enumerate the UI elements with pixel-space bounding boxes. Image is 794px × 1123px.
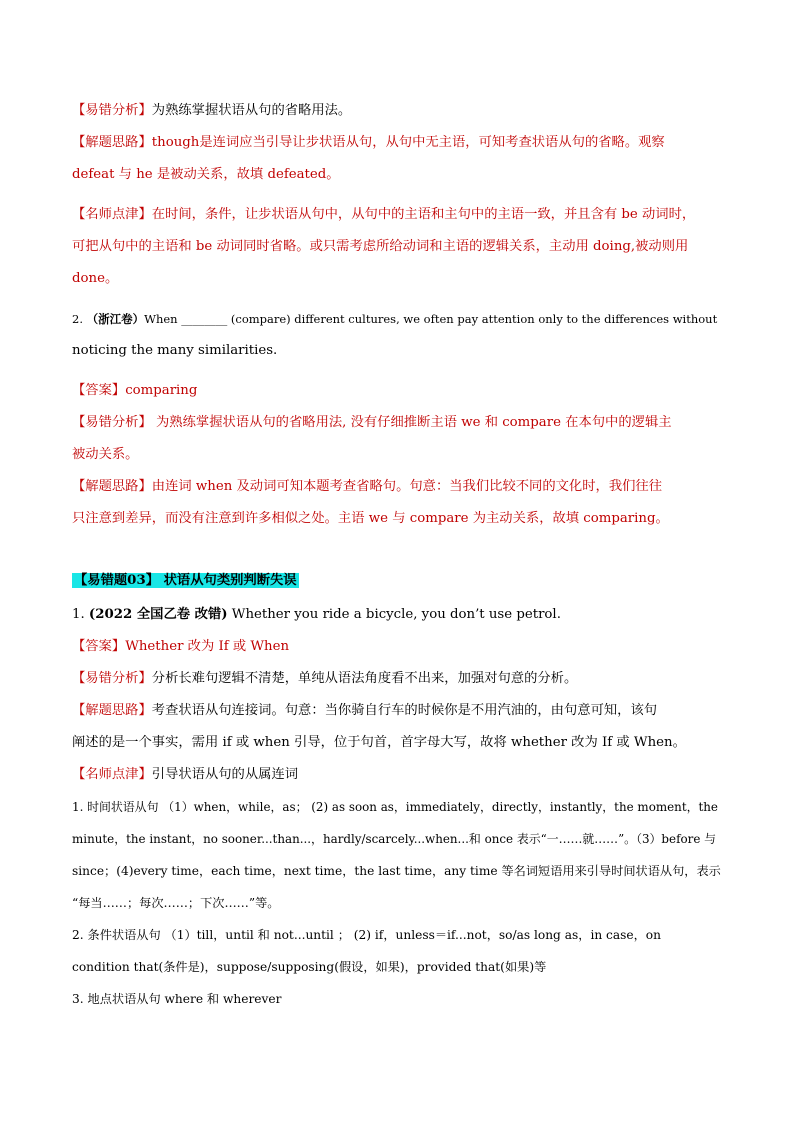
- section-heading: [72, 572, 724, 590]
- q3-text: 1. (2022 全国乙卷 改错) Whether you ride a bicycle, you don’t use petrol.: [72, 607, 561, 622]
- list-item-condition-line2: condition that(条件是)，suppose/supposing(假设，如果)，provided that(如果)等: [72, 960, 547, 974]
- q2-answer: 【答案】comparing: [72, 383, 198, 398]
- q2-source: （浙江卷）: [86, 312, 145, 326]
- block1-mingshi-line2: 可把从句中的主语和 be 动词同时省略。或只需考虑所给动词和主语的逻辑关系，主动用 doing,被动则用: [72, 239, 689, 254]
- q2-yicuo-line1: 【易错分析】 为熟练掌握状语从句的省略用法, 没有仔细推断主语 we 和 compare 在本句中的逻辑主: [72, 415, 672, 430]
- list-item-place: 3. 地点状语从句 where 和 wherever: [72, 992, 282, 1006]
- tag-yicuo: 【易错分析】: [72, 103, 152, 118]
- tag-jieti: 【解题思路】: [72, 135, 152, 150]
- block1-jieti-line1: 【解题思路】though是连词应当引导让步状语从句，从句中无主语，可知考查状语从句的省略。观察: [72, 135, 665, 150]
- section-heading-label: 【易错题03】: [74, 573, 159, 588]
- list-item-time-line2: minute，the instant，no sooner...than...，hardly/scarcely...when...和 once 表示“一……就……”。（3）before 与: [72, 832, 717, 846]
- q2-jieti-line1: 【解题思路】由连词 when 及动词可知本题考查省略句。句意：当我们比较不同的文化时，我们往往: [72, 479, 663, 494]
- tag-mingshi: 【名师点津】: [72, 207, 152, 222]
- q2-yicuo-line2: 被动关系。: [72, 447, 139, 462]
- list-item-time-line3: since；(4)every time，each time，next time，the last time，any time 等名词短语用来引导时间状语从句，表示: [72, 864, 721, 878]
- block1-mingshi-line1: 【名师点津】在时间，条件，让步状语从句中，从句中的主语和主句中的主语一致，并且含有 be 动词时，: [72, 207, 696, 222]
- section-heading-text: 状语从句类别判断失误: [163, 573, 297, 588]
- block1-yicuo: 【易错分析】为熟练掌握状语从句的省略用法。: [72, 103, 352, 118]
- block1-jieti-line2: defeat 与 he 是被动关系，故填 defeated。: [72, 167, 340, 182]
- q3-source: (2022 全国乙卷 改错): [88, 607, 228, 622]
- q2-text-line2: noticing the many similarities.: [72, 343, 278, 358]
- list-item-time-line1: 1. 时间状语从句 （1）when，while，as； (2) as soon as，immediately，directly，instantly，the moment，the: [72, 800, 718, 814]
- q3-answer: 【答案】Whether 改为 If 或 When: [72, 639, 290, 654]
- list-item-condition-line1: 2. 条件状语从句 （1）till，until 和 not...until ； (2) if，unless＝if...not，so/as long as，in case，on: [72, 928, 661, 942]
- q2-jieti-line2: 只注意到差异，而没有注意到许多相似之处。主语 we 与 compare 为主动关系，故填 comparing。: [72, 511, 669, 526]
- block1-mingshi-line3: done。: [72, 271, 119, 286]
- q3-mingshi: 【名师点津】引导状语从句的从属连词: [72, 767, 299, 782]
- q2-text-line1: 2. （浙江卷）When ________ (compare) different cultures, we often pay attention only to the differences without: [72, 312, 718, 326]
- q3-jieti-line1: 【解题思路】考查状语从句连接词。句意：当你骑自行车的时候你是不用汽油的，由句意可知，该句: [72, 703, 658, 718]
- list-item-time-line4: “每当……；每次……；下次……”等。: [72, 896, 280, 910]
- q3-yicuo: 【易错分析】分析长难句逻辑不清楚，单纯从语法角度看不出来，加强对句意的分析。: [72, 671, 578, 686]
- q3-jieti-line2: 阐述的是一个事实，需用 if 或 when 引导，位于句首，首字母大写，故将 whether 改为 If 或 When。: [72, 735, 686, 750]
